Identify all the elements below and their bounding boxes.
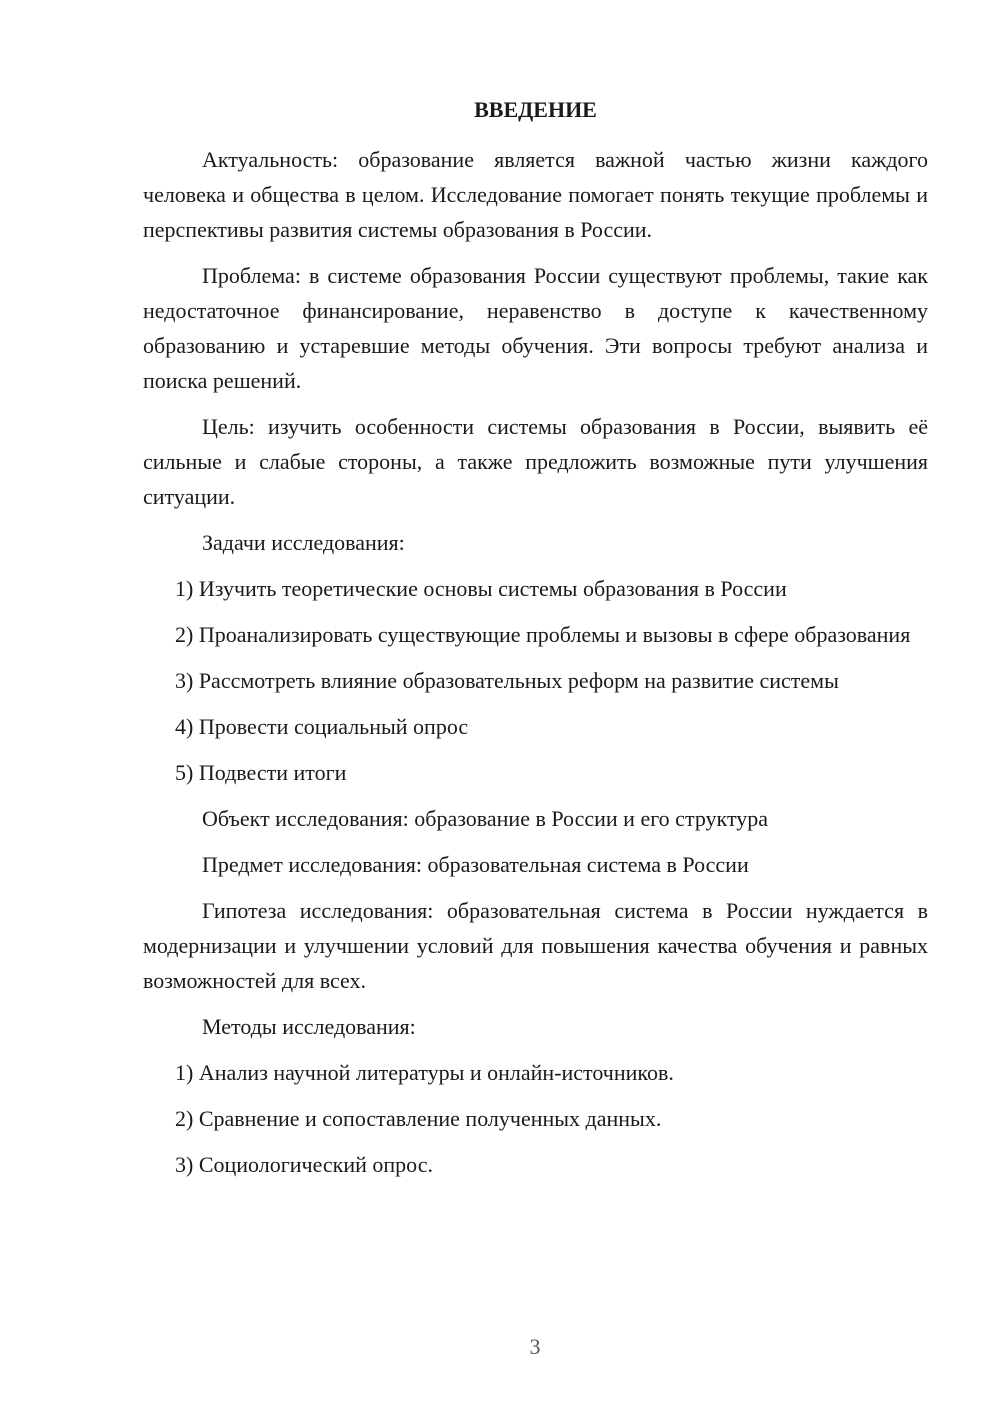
hypothesis-paragraph: Гипотеза исследования: образовательная система в России нуждается в модернизации и улучшении условий для повышения качества обучения и равных возможностей для всех. <box>143 898 928 993</box>
method-item: 1) Анализ научной литературы и онлайн-источников. <box>175 1060 674 1085</box>
subject-paragraph: Предмет исследования: образовательная система в России <box>202 852 749 877</box>
relevance-paragraph: Актуальность: образование является важной частью жизни каждого человека и общества в целом. Исследование помогает понять текущие проблемы и перспективы развития системы образования в России. <box>143 147 928 242</box>
method-item: 2) Сравнение и сопоставление полученных данных. <box>175 1106 662 1131</box>
task-item: 4) Провести социальный опрос <box>175 714 469 739</box>
task-item: 3) Рассмотреть влияние образовательных реформ на развитие системы <box>175 668 839 693</box>
problem-paragraph: Проблема: в системе образования России существуют проблемы, такие как недостаточное финансирование, неравенство в доступе к качественному образованию и устаревшие методы обучения. Эти вопросы требуют анализа и поиска решений. <box>143 263 928 393</box>
object-paragraph: Объект исследования: образование в России и его структура <box>202 806 769 831</box>
task-item: 1) Изучить теоретические основы системы образования в России <box>175 576 787 601</box>
page-title: ВВЕДЕНИЕ <box>474 97 597 122</box>
page-body <box>143 94 928 1193</box>
method-item: 3) Социологический опрос. <box>175 1152 433 1177</box>
task-item: 2) Проанализировать существующие проблемы и вызовы в сфере образования <box>175 622 911 647</box>
goal-paragraph: Цель: изучить особенности системы образования в России, выявить её сильные и слабые стороны, а также предложить возможные пути улучшения ситуации. <box>143 414 928 509</box>
methods-heading: Методы исследования: <box>202 1014 416 1039</box>
tasks-heading: Задачи исследования: <box>202 530 405 555</box>
task-item: 5) Подвести итоги <box>175 760 347 785</box>
page-number: 3 <box>529 1334 541 1359</box>
